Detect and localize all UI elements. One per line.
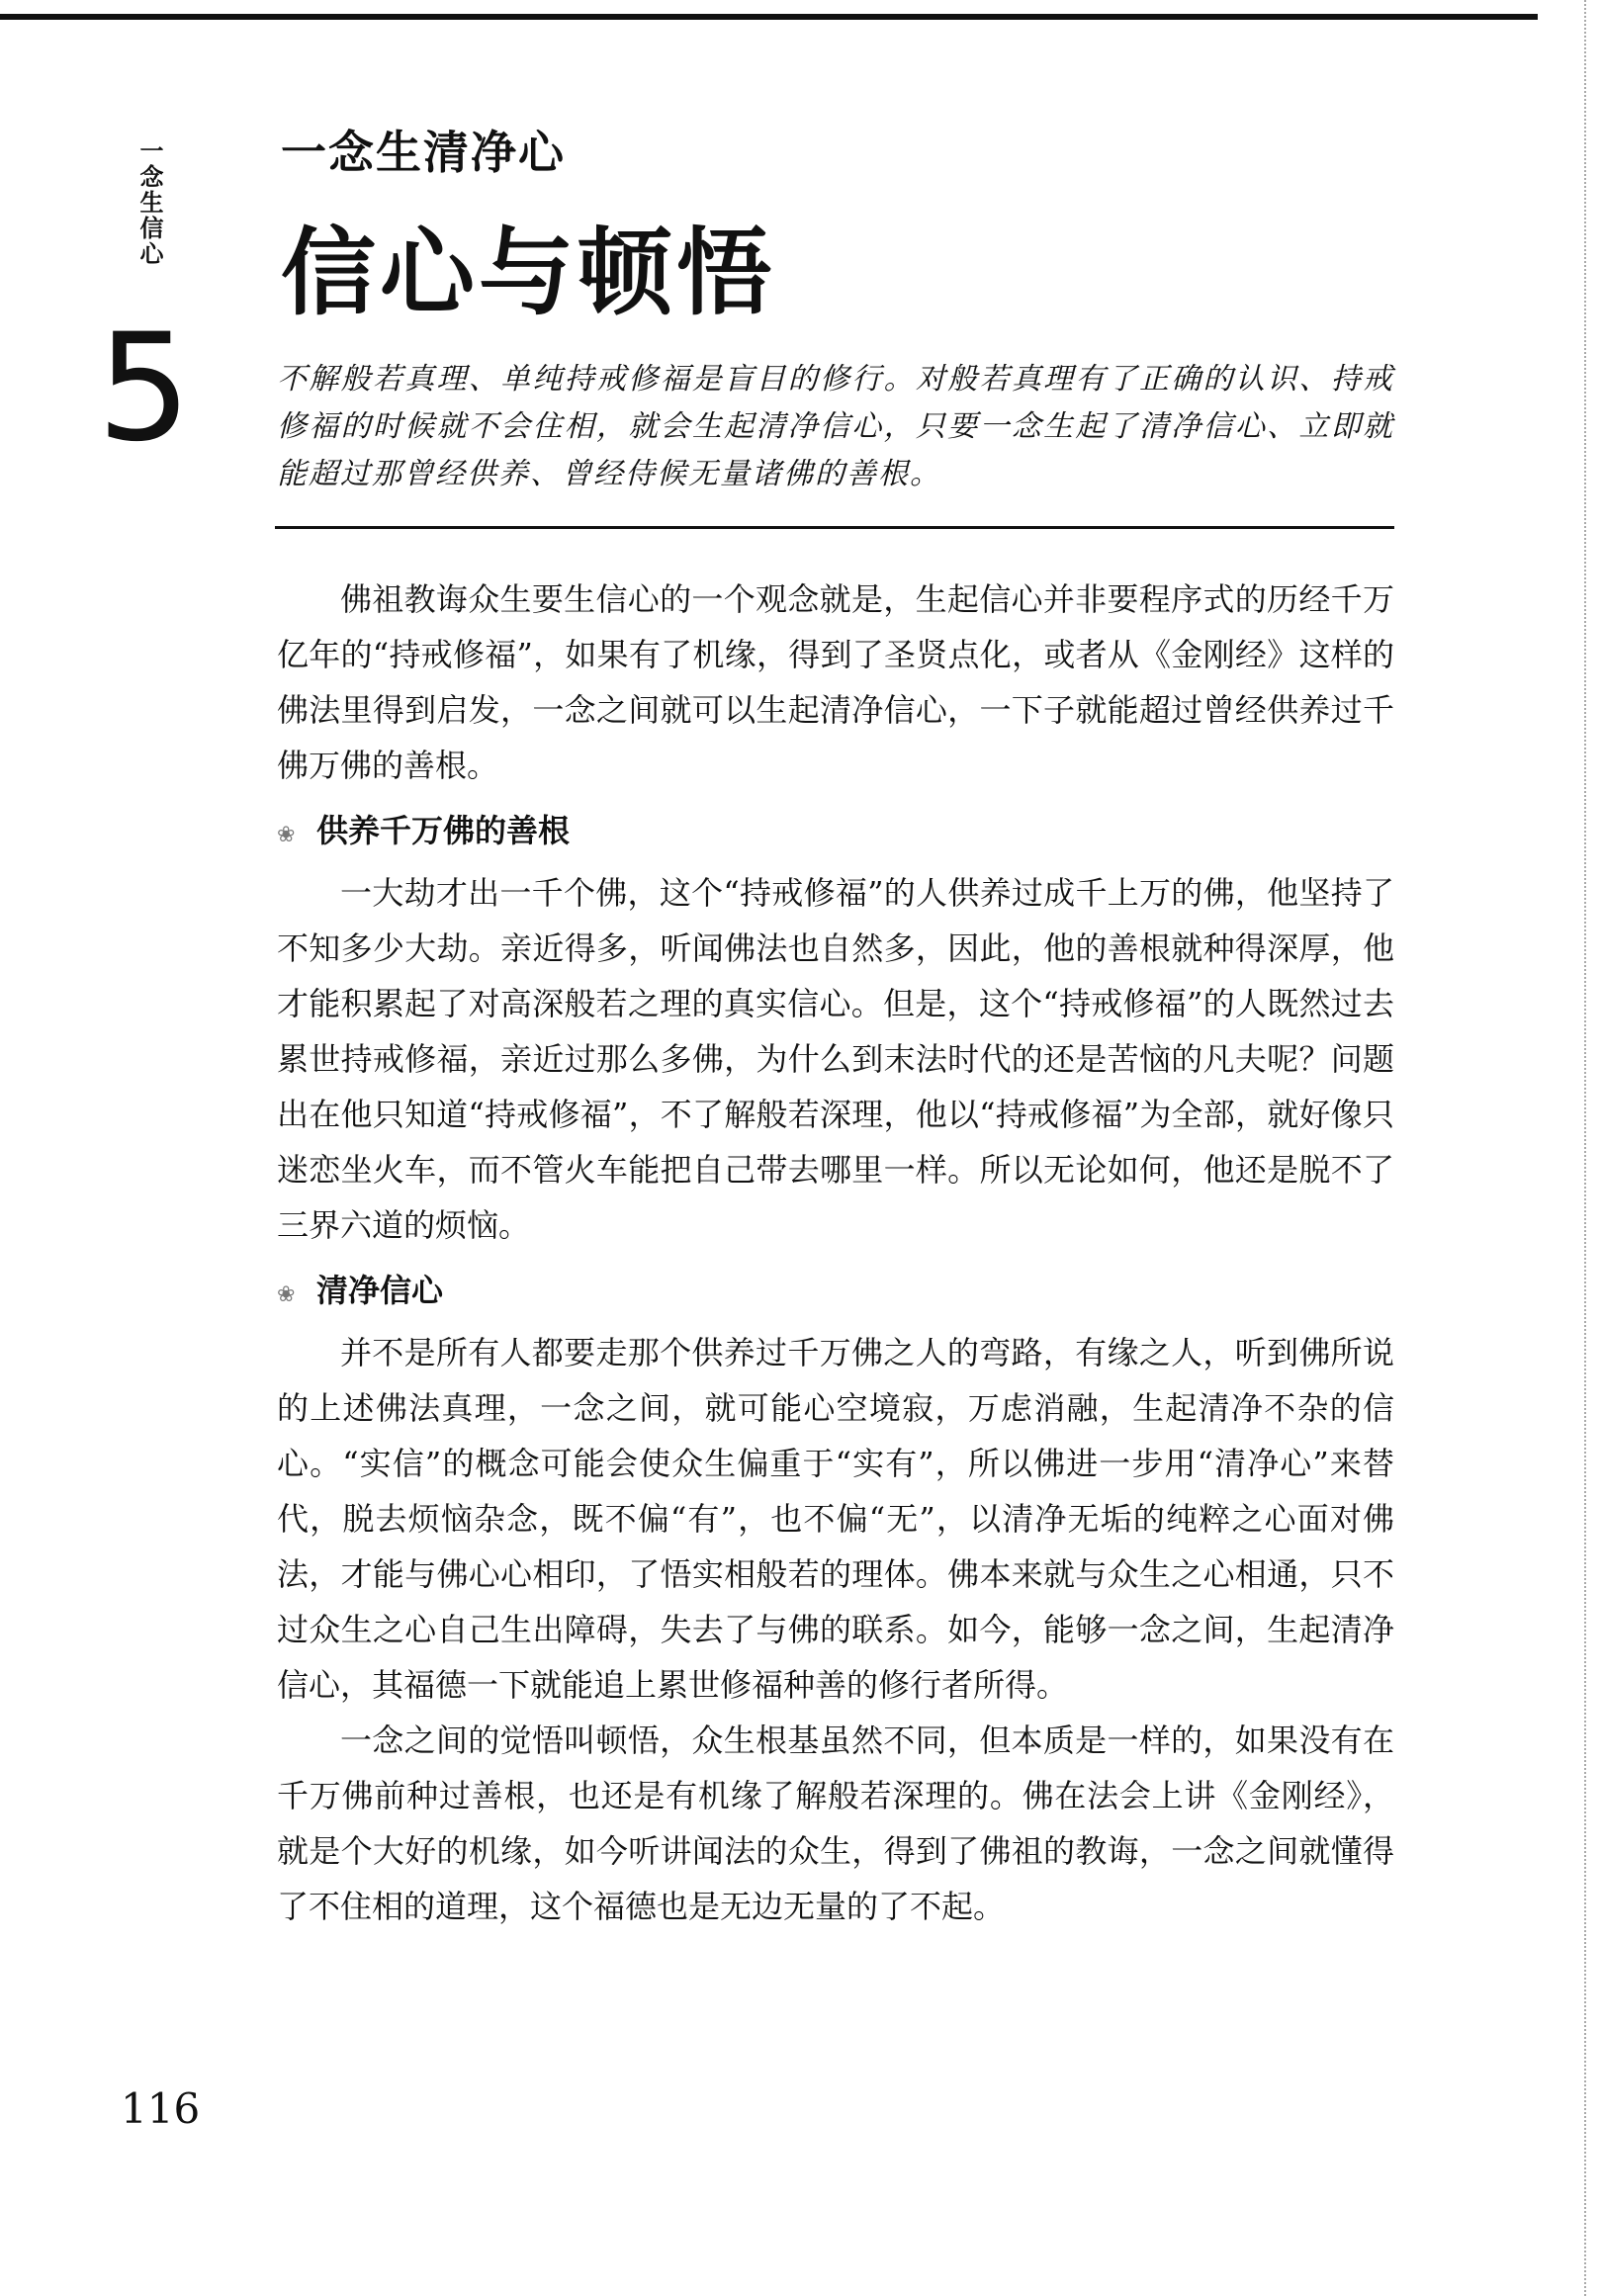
body-text (277, 572, 1394, 1934)
chapter-number: 5 (97, 303, 192, 475)
running-header: 一念生信心 (135, 138, 163, 267)
page-number: 116 (121, 2084, 201, 2133)
section-heading-text: 供养千万佛的善根 (316, 812, 571, 849)
flower-bullet-icon: ❀ (277, 823, 296, 847)
paragraph: 一念之间的觉悟叫顿悟，众生根基虽然不同，但本质是一样的，如果没有在千万佛前种过善根，也还是有机缘了解般若深理的。佛在法会上讲《金刚经》，就是个大好的机缘，如今听讲闻法的众生，得到了佛祖的教诲，一念之间就懂得了不住相的道理，这个福德也是无边无量的了不起。 (277, 1722, 1394, 1925)
top-rule (0, 14, 1538, 20)
section-heading-text: 清净信心 (316, 1272, 444, 1309)
chapter-intro: 不解般若真理、单纯持戒修福是盲目的修行。对般若真理有了正确的认识、持戒修福的时候就不会住相，就会生起清净信心，只要一念生起了清净信心、立即就能超过那曾经供养、曾经侍候无量诸佛的善根。 (277, 362, 1394, 491)
flower-bullet-icon: ❀ (277, 1282, 296, 1307)
series-title: 一念生清净心 (281, 126, 566, 179)
section-heading (277, 1263, 1394, 1323)
paragraph: 并不是所有人都要走那个供养过千万佛之人的弯路，有缘之人，听到佛所说的上述佛法真理，一念之间，就可能心空境寂，万虑消融，生起清净不杂的信心。“实信”的概念可能会使众生偏重于“实有”，所以佛进一步用“清净心”来替代，脱去烦恼杂念，既不偏“有”，也不偏“无”，以清净无垢的纯粹之心面对佛法，才能与佛心心相印，了悟实相般若的理体。佛本来就与众生之心相通，只不过众生之心自己生出障碍，失去了与佛的联系。如今，能够一念之间，生起清净信心，其福德一下就能追上累世修福种善的修行者所得。 (277, 1334, 1394, 1704)
paragraph: 一大劫才出一千个佛，这个“持戒修福”的人供养过成千上万的佛，他坚持了不知多少大劫。亲近得多，听闻佛法也自然多，因此，他的善根就种得深厚，他才能积累起了对高深般若之理的真实信心。但是，这个“持戒修福”的人既然过去累世持戒修福，亲近过那么多佛，为什么到末法时代的还是苦恼的凡夫呢？问题出在他只知道“持戒修福”，不了解般若深理，他以“持戒修福”为全部，就好像只迷恋坐火车，而不管火车能把自己带去哪里一样。所以无论如何，他还是脱不了三界六道的烦恼。 (277, 874, 1394, 1244)
section-heading (277, 803, 1394, 863)
paragraph: 佛祖教诲众生要生信心的一个观念就是，生起信心并非要程序式的历经千万亿年的“持戒修福”，如果有了机缘，得到了圣贤点化，或者从《金刚经》这样的佛法里得到启发，一念之间就可以生起清净信心，一下子就能超过曾经供养过千佛万佛的善根。 (277, 580, 1394, 784)
intro-divider (275, 526, 1394, 529)
chapter-title: 信心与顿悟 (281, 218, 775, 328)
page-edge-dotted-line (1584, 0, 1586, 2296)
